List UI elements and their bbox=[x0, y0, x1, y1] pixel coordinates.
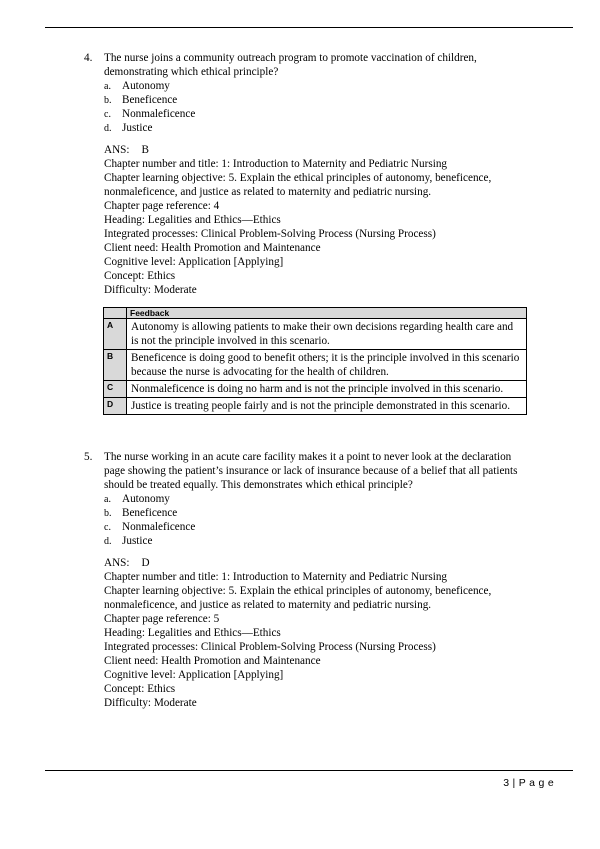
feedback-key: B bbox=[104, 350, 127, 381]
option-a: a. Autonomy bbox=[104, 80, 170, 92]
feedback-text: Justice is treating people fairly and is not the principle demonstrated in this scenario. bbox=[127, 398, 527, 415]
feedback-row bbox=[104, 350, 527, 381]
question-stem: The nurse working in an acute care facility makes it a point to never look at the declaration page showing the patient’s insurance or lack of insurance because of a belief that all patients should be treated equally. This demonstrates which ethical principle? bbox=[104, 451, 518, 491]
meta-line: Chapter number and title: 1: Introduction to Maternity and Pediatric Nursing bbox=[104, 158, 448, 170]
feedback-key: C bbox=[104, 381, 127, 398]
option-c: c. Nonmaleficence bbox=[104, 521, 196, 533]
page-number: 3 | P a g e bbox=[503, 777, 554, 789]
question-number: 4. bbox=[84, 52, 93, 64]
answer-value: B bbox=[141, 144, 149, 156]
feedback-text: Autonomy is allowing patients to make their own decisions regarding health care and is not the principle involved in this scenario. bbox=[127, 319, 527, 350]
option-a: a. Autonomy bbox=[104, 493, 170, 505]
feedback-key: D bbox=[104, 398, 127, 415]
question-number: 5. bbox=[84, 451, 93, 463]
feedback-key: A bbox=[104, 319, 127, 350]
meta-line: Chapter page reference: 4 bbox=[104, 200, 220, 212]
meta-line: nonmaleficence, and justice as related to maternity and pediatric nursing. bbox=[104, 186, 432, 198]
meta-line: Chapter page reference: 5 bbox=[104, 613, 220, 625]
meta-line: Client need: Health Promotion and Maintenance bbox=[104, 242, 321, 254]
option-d: d. Justice bbox=[104, 122, 153, 134]
meta-line: Integrated processes: Clinical Problem-Solving Process (Nursing Process) bbox=[104, 228, 436, 240]
option-b: b. Beneficence bbox=[104, 94, 178, 106]
meta-line: Cognitive level: Application [Applying] bbox=[104, 256, 284, 268]
meta-line: Heading: Legalities and Ethics—Ethics bbox=[104, 627, 281, 639]
meta-line: Heading: Legalities and Ethics—Ethics bbox=[104, 214, 281, 226]
meta-line: Client need: Health Promotion and Maintenance bbox=[104, 655, 321, 667]
meta-line: Chapter learning objective: 5. Explain the ethical principles of autonomy, beneficence, bbox=[104, 172, 492, 184]
meta-line: Difficulty: Moderate bbox=[104, 697, 197, 709]
answer-value: D bbox=[141, 557, 150, 569]
meta-line: Chapter learning objective: 5. Explain the ethical principles of autonomy, beneficence, bbox=[104, 585, 492, 597]
question-metadata bbox=[104, 143, 534, 297]
meta-line: Difficulty: Moderate bbox=[104, 284, 197, 296]
answer-options bbox=[104, 79, 534, 135]
question-5 bbox=[84, 450, 534, 710]
feedback-header-row bbox=[104, 308, 527, 319]
feedback-row bbox=[104, 381, 527, 398]
answer-line: ANS: B bbox=[104, 144, 149, 156]
feedback-row bbox=[104, 398, 527, 415]
feedback-text: Beneficence is doing good to benefit others; it is the principle involved in this scenario because the nurse is advocating for the health of children. bbox=[127, 350, 527, 381]
meta-line: nonmaleficence, and justice as related to maternity and pediatric nursing. bbox=[104, 599, 432, 611]
meta-line: Integrated processes: Clinical Problem-Solving Process (Nursing Process) bbox=[104, 641, 436, 653]
answer-line: ANS: D bbox=[104, 557, 150, 569]
option-c: c. Nonmaleficence bbox=[104, 108, 196, 120]
answer-options bbox=[104, 492, 534, 548]
footer-rule bbox=[45, 770, 573, 771]
question-stem: The nurse joins a community outreach program to promote vaccination of children, demonstrating which ethical principle? bbox=[104, 52, 477, 78]
meta-line: Chapter number and title: 1: Introduction to Maternity and Pediatric Nursing bbox=[104, 571, 448, 583]
feedback-table bbox=[103, 307, 527, 415]
meta-line: Concept: Ethics bbox=[104, 683, 176, 695]
option-d: d. Justice bbox=[104, 535, 153, 547]
meta-line: Concept: Ethics bbox=[104, 270, 176, 282]
feedback-row bbox=[104, 319, 527, 350]
question-metadata bbox=[104, 556, 534, 710]
feedback-header: Feedback bbox=[127, 308, 527, 319]
feedback-text: Nonmaleficence is doing no harm and is not the principle involved in this scenario. bbox=[127, 381, 527, 398]
header-rule bbox=[45, 27, 573, 28]
meta-line: Cognitive level: Application [Applying] bbox=[104, 669, 284, 681]
question-4 bbox=[84, 51, 534, 297]
option-b: b. Beneficence bbox=[104, 507, 178, 519]
